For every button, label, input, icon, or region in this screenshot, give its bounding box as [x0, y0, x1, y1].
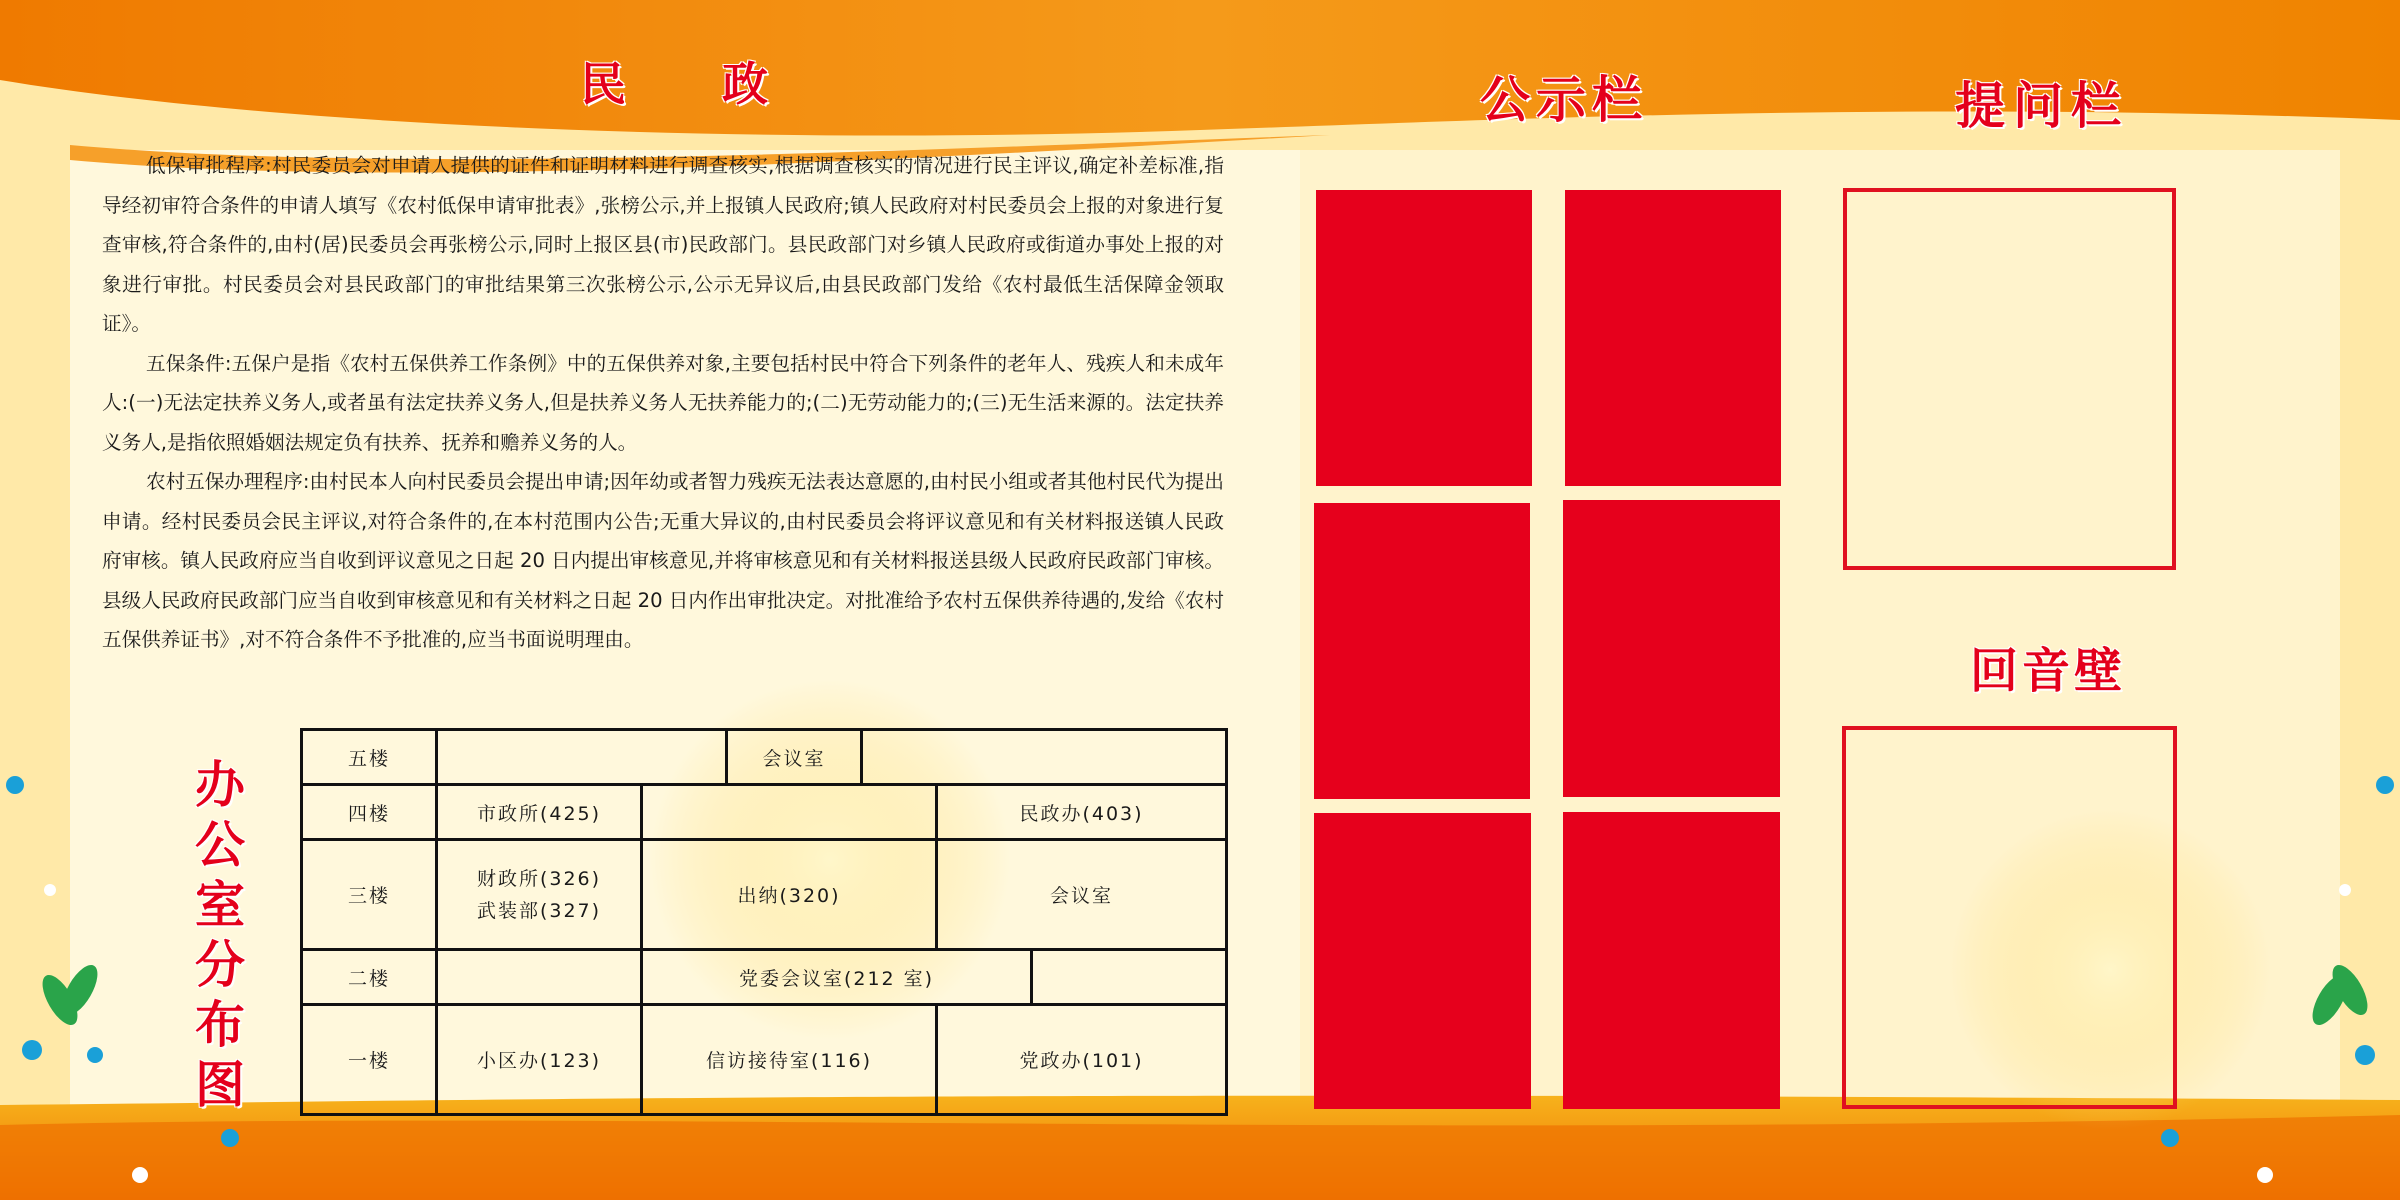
- notice-panel-6: [1563, 812, 1780, 1109]
- room-name: 武装部(327): [476, 899, 602, 922]
- echo-wall-title: 回音壁: [1970, 643, 2127, 699]
- room-cell: 会议室: [937, 840, 1227, 950]
- room-cell: [862, 730, 1227, 785]
- minzheng-title: 民 政: [580, 57, 809, 111]
- room-cell: 市政所(425): [437, 785, 642, 840]
- room-cell: 出纳(320): [642, 840, 937, 950]
- room-cell: 党委会议室(212 室): [642, 950, 1032, 1005]
- floor-label: 四楼: [302, 785, 437, 840]
- minzheng-body: [102, 146, 1224, 660]
- floor-plan-table: [300, 728, 1228, 1116]
- floor-row-4: [302, 785, 1227, 840]
- floor-row-1: [302, 1005, 1227, 1115]
- room-cell: 党政办(101): [937, 1005, 1227, 1115]
- floor-label: 一楼: [302, 1005, 437, 1115]
- paragraph-wubao-conditions: 五保条件:五保户是指《农村五保供养工作条例》中的五保供养对象,主要包括村民中符合下列条件的老年人、残疾人和未成年人:(一)无法定扶养义务人,或者虽有法定扶养义务人,但是扶养义务人无扶养能力的;(二)无劳动能力的;(三)无生活来源的。法定扶养义务人,是指依照婚姻法规定负有扶养、抚养和赡养义务的人。: [102, 351, 1224, 454]
- notice-panel-5: [1314, 813, 1531, 1109]
- room-cell: 信访接待室(116): [642, 1005, 937, 1115]
- floor-label: 五楼: [302, 730, 437, 785]
- notice-panel-3: [1314, 503, 1530, 799]
- paragraph-dibao: 低保审批程序:村民委员会对申请人提供的证件和证明材料进行调查核实,根据调查核实的情况进行民主评议,确定补差标准,指导经初审符合条件的申请人填写《农村低保申请审批表》,张榜公示,并上报镇人民政府;镇人民政府对村民委员会上报的对象进行复查审核,符合条件的,由村(居)民委员会再张榜公示,同时上报区县(市)民政部门。县民政部门对乡镇人民政府或街道办事处上报的对象进行审批。村民委员会对县民政部门的审批结果第三次张榜公示,公示无异议后,由县民政部门发给《农村最低生活保障金领取证》。: [102, 154, 1224, 335]
- floor-label: 二楼: [302, 950, 437, 1005]
- question-frame: [1843, 188, 2176, 570]
- floor-row-3: [302, 840, 1227, 950]
- room-cell: [437, 950, 642, 1005]
- floor-label: 三楼: [302, 840, 437, 950]
- echo-wall-frame: [1842, 726, 2177, 1109]
- notice-board-title: 公示栏: [1480, 70, 1648, 129]
- room-cell: [437, 840, 642, 950]
- room-cell: [642, 785, 937, 840]
- question-board-title: 提问栏: [1955, 76, 2129, 135]
- room-name: 财政所(326): [476, 867, 602, 890]
- paragraph-wubao-procedure: 农村五保办理程序:由村民本人向村民委员会提出申请;因年幼或者智力残疾无法表达意愿的,由村民小组或者其他村民代为提出申请。经村民委员会民主评议,对符合条件的,在本村范围内公告;无重大异议的,由村民委员会将评议意见和有关材料报送镇人民政府审核。镇人民政府应当自收到评议意见之日起 20 日内提出审核意见,并将审核意见和有关材料报送县级人民政府民政部门审核。县级人民政府民政部门应当自收到审核意见和有关材料之日起 20 日内作出审批决定。对批准给予农村五保供养待遇的,发给《农村五保供养证书》,对不符合条件不予批准的,应当书面说明理由。: [102, 470, 1224, 651]
- room-cell: [1032, 950, 1227, 1005]
- room-cell: 会议室: [727, 730, 862, 785]
- room-cell: 小区办(123): [437, 1005, 642, 1115]
- floor-row-2: [302, 950, 1227, 1005]
- room-cell: 民政办(403): [937, 785, 1227, 840]
- floor-row-5: [302, 730, 1227, 785]
- notice-panel-4: [1563, 500, 1780, 797]
- notice-panel-2: [1565, 190, 1781, 486]
- room-cell: [437, 730, 727, 785]
- notice-panel-1: [1316, 190, 1532, 486]
- office-layout-title: 办公室分布图: [195, 755, 245, 1114]
